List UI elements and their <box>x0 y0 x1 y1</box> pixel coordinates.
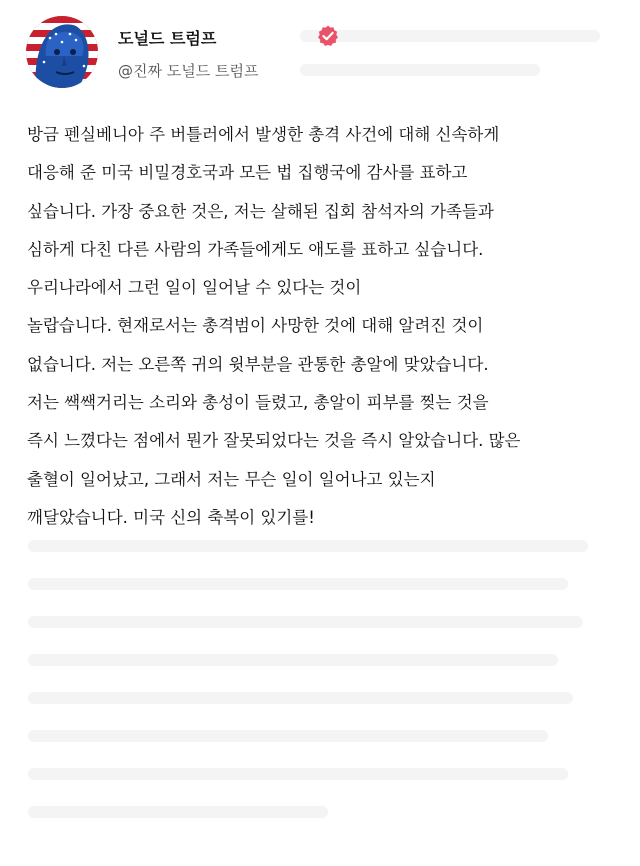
post-body-line: 출혈이 일어났고, 그래서 저는 무슨 일이 일어나고 있는지 <box>27 469 436 489</box>
post-body-line: 대응해 준 미국 비밀경호국과 모든 법 집행국에 감사를 표하고 <box>27 163 468 183</box>
post-body-line: 우리나라에서 그런 일이 일어날 수 있다는 것이 <box>27 278 362 298</box>
verified-badge-icon <box>316 24 340 48</box>
post-body <box>27 116 627 537</box>
post-body-line: 저는 쌕쌕거리는 소리와 총성이 들렸고, 총알이 피부를 찢는 것을 <box>27 393 489 413</box>
author-display-name[interactable]: 도널드 트럼프 <box>118 29 217 48</box>
author-handle[interactable]: @진짜 도널드 트럼프 <box>118 62 259 80</box>
avatar[interactable] <box>26 16 98 88</box>
post-body-line: 놀랍습니다. 현재로서는 총격범이 사망한 것에 대해 알려진 것이 <box>27 316 484 336</box>
post-body-line: 심하게 다친 다른 사람의 가족들에게도 애도를 표하고 싶습니다. <box>27 239 484 259</box>
post-body-line: 싶습니다. 가장 중요한 것은, 저는 살해된 집회 참석자의 가족들과 <box>27 201 494 221</box>
avatar-portrait-icon <box>26 16 98 88</box>
post-body-line: 없습니다. 저는 오른쪽 귀의 윗부분을 관통한 총알에 맞았습니다. <box>27 354 489 374</box>
post-header <box>26 16 426 88</box>
post-body-line: 방금 펜실베니아 주 버틀러에서 발생한 총격 사건에 대해 신속하게 <box>27 125 500 144</box>
post-body-line: 즉시 느꼈다는 점에서 뭔가 잘못되었다는 것을 즉시 알았습니다. 많은 <box>27 431 521 451</box>
post-body-line: 깨달았습니다. 미국 신의 축복이 있기를! <box>27 507 315 527</box>
